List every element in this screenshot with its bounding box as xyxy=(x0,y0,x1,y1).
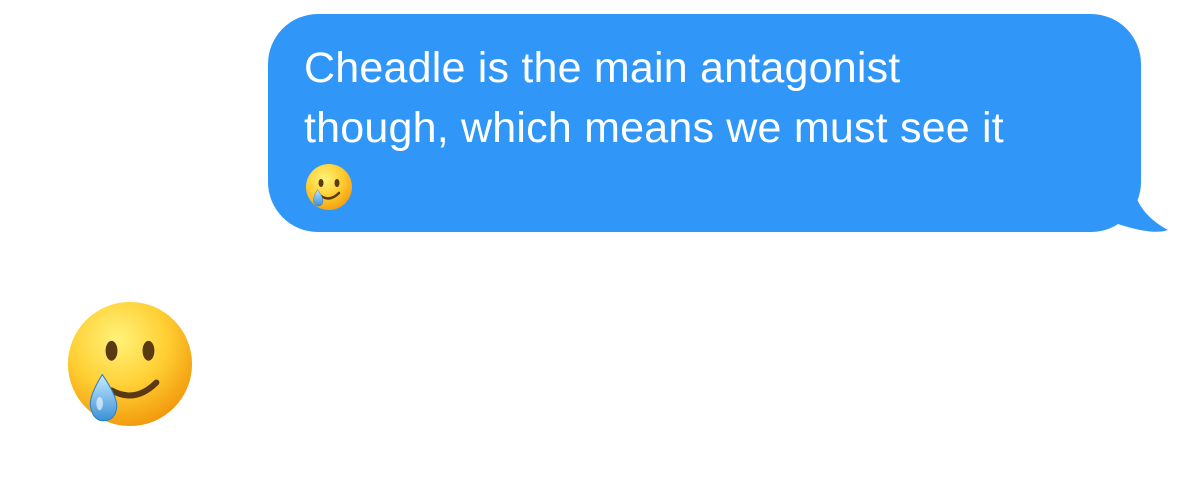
bubble-tail xyxy=(1112,178,1172,238)
smiling-face-with-tear-icon xyxy=(304,162,354,212)
outgoing-message-bubble[interactable] xyxy=(268,14,1141,232)
incoming-emoji-message[interactable] xyxy=(64,298,196,430)
message-text xyxy=(304,38,1111,158)
message-line: Cheadle is the main antagonist xyxy=(304,44,901,92)
message-line: though, which means we must see it xyxy=(304,104,1004,152)
smiling-face-with-tear-icon xyxy=(64,298,196,430)
